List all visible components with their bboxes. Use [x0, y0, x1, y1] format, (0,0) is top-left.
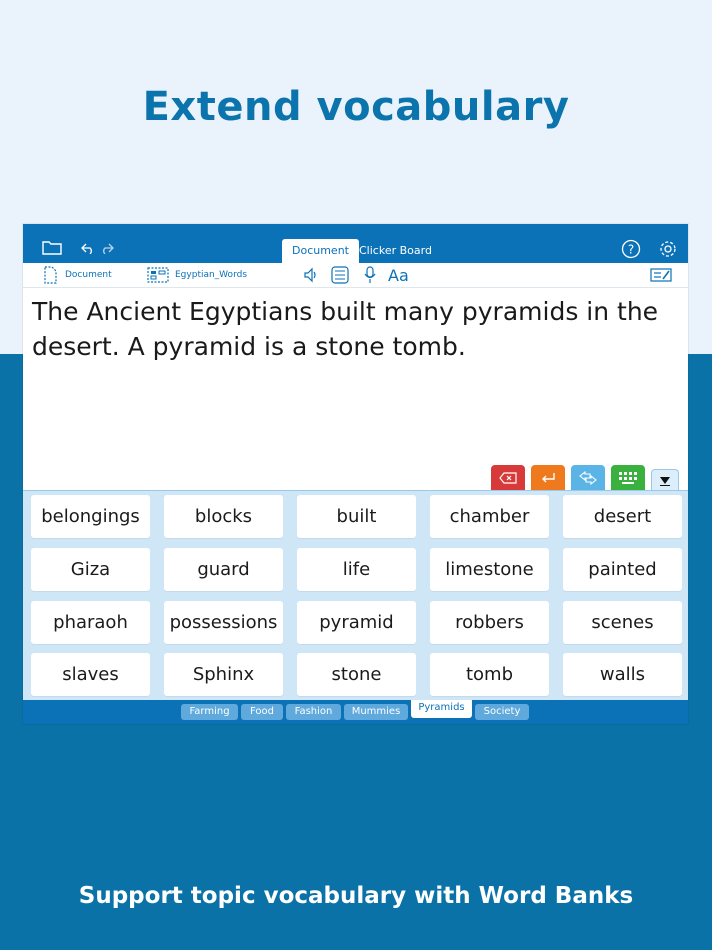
- tab-clicker-board[interactable]: Clicker Board: [359, 244, 432, 257]
- gear-icon[interactable]: [658, 239, 678, 259]
- return-icon: [540, 472, 556, 484]
- keyboard-icon: [618, 471, 638, 485]
- app-window: [23, 224, 688, 724]
- word-cell[interactable]: tomb: [430, 653, 549, 696]
- word-cell[interactable]: chamber: [430, 495, 549, 538]
- word-cell[interactable]: robbers: [430, 601, 549, 644]
- word-cell[interactable]: stone: [297, 653, 416, 696]
- help-icon[interactable]: [621, 239, 641, 259]
- font-glyph: Aa: [388, 265, 409, 285]
- word-cell[interactable]: desert: [563, 495, 682, 538]
- triangle-down-icon: [659, 476, 671, 486]
- microphone-icon[interactable]: [363, 265, 383, 285]
- swap-button[interactable]: [571, 465, 605, 490]
- word-cell[interactable]: blocks: [164, 495, 283, 538]
- document-label: Document: [65, 270, 112, 280]
- enter-button[interactable]: [531, 465, 565, 490]
- word-cell[interactable]: pharaoh: [31, 601, 150, 644]
- word-cell[interactable]: life: [297, 548, 416, 591]
- word-cell[interactable]: walls: [563, 653, 682, 696]
- wordbank-button[interactable]: [147, 265, 247, 285]
- bank-tab-pyramids[interactable]: Pyramids: [411, 700, 472, 718]
- word-cell[interactable]: Giza: [31, 548, 150, 591]
- title-bar: [23, 224, 688, 263]
- bank-tab-mummies[interactable]: Mummies: [344, 704, 408, 720]
- document-text[interactable]: The Ancient Egyptians built many pyramids in the desert. A pyramid is a stone tomb.: [32, 297, 659, 361]
- word-cell[interactable]: slaves: [31, 653, 150, 696]
- svg-text:?: ?: [627, 242, 635, 257]
- delete-button[interactable]: [491, 465, 525, 490]
- headline: Extend vocabulary: [142, 84, 570, 130]
- speaker-icon[interactable]: [303, 265, 325, 285]
- folder-icon[interactable]: [41, 238, 63, 256]
- edit-panel-icon[interactable]: [650, 265, 678, 285]
- font-icon[interactable]: [388, 265, 409, 285]
- word-cell[interactable]: possessions: [164, 601, 283, 644]
- undo-icon[interactable]: [80, 240, 96, 256]
- word-cell[interactable]: limestone: [430, 548, 549, 591]
- bank-tab-society[interactable]: Society: [475, 704, 529, 720]
- document-area[interactable]: [23, 288, 688, 490]
- redo-icon[interactable]: [99, 240, 115, 256]
- caption: Support topic vocabulary with Word Banks: [78, 883, 634, 909]
- wordbank-label: Egyptian_Words: [175, 270, 248, 280]
- bank-tab-food[interactable]: Food: [241, 704, 283, 720]
- word-cell[interactable]: guard: [164, 548, 283, 591]
- bank-tab-farming[interactable]: Farming: [181, 704, 238, 720]
- word-cell[interactable]: built: [297, 495, 416, 538]
- word-cell[interactable]: scenes: [563, 601, 682, 644]
- tab-document[interactable]: Document: [282, 239, 359, 263]
- word-cell[interactable]: belongings: [31, 495, 150, 538]
- bank-tab-fashion[interactable]: Fashion: [286, 704, 341, 720]
- word-cell[interactable]: pyramid: [297, 601, 416, 644]
- word-grid: [23, 490, 688, 701]
- word-cell[interactable]: Sphinx: [164, 653, 283, 696]
- backspace-icon: [499, 472, 517, 484]
- keyboard-button[interactable]: [611, 465, 645, 490]
- document-button[interactable]: [41, 265, 112, 285]
- word-cell[interactable]: painted: [563, 548, 682, 591]
- collapse-button[interactable]: [651, 469, 679, 491]
- swap-icon: [579, 471, 597, 485]
- list-icon[interactable]: [331, 265, 355, 285]
- toolbar: [23, 263, 688, 288]
- word-bank-bar: [23, 700, 688, 724]
